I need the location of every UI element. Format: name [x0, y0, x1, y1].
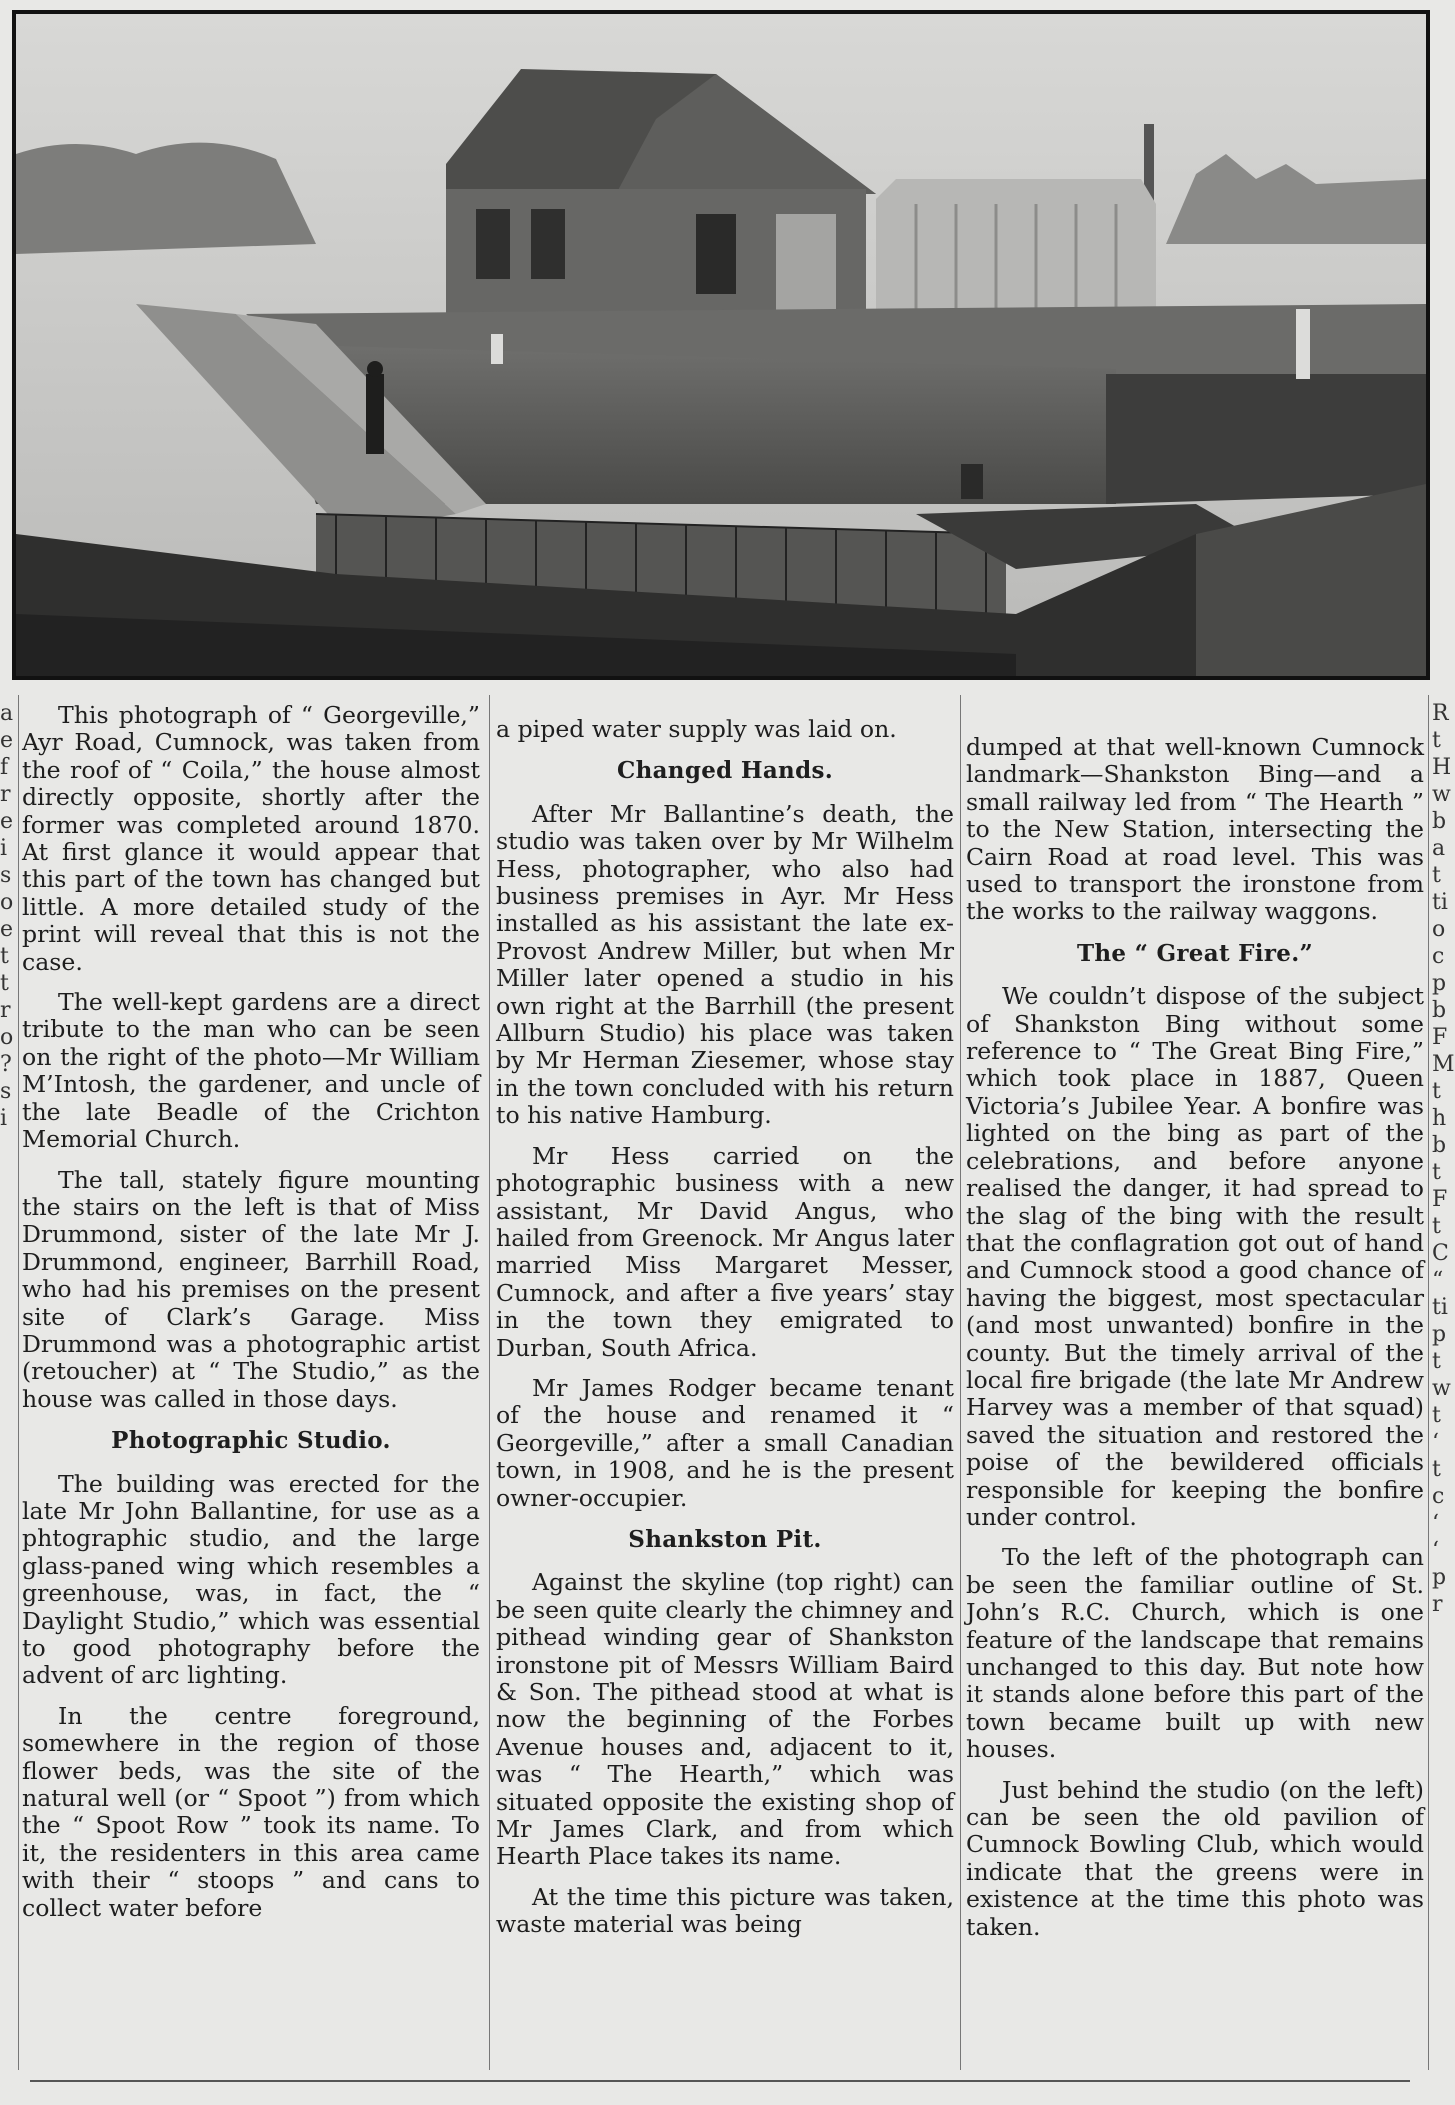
article-column-2: [496, 716, 954, 1952]
paragraph: To the left of the photograph can be seen the familiar outline of St. John’s R.C. Church, which is one feature of the landscape that remains unchanged to this day. But note how it stands alone before this part of the town became built up with new houses.: [966, 1543, 1424, 1764]
article-column-3: [966, 734, 1424, 1954]
margin-fragment: f: [0, 755, 9, 780]
margin-fragment: b: [1432, 1133, 1447, 1158]
margin-fragment: b: [1432, 809, 1447, 834]
margin-fragment: “: [1432, 1268, 1444, 1293]
margin-fragment: F: [1432, 1187, 1448, 1212]
left-margin-fragments: [0, 700, 14, 1132]
margin-fragment: t: [1432, 1079, 1441, 1104]
column-rule: [18, 695, 19, 2070]
margin-fragment: e: [0, 728, 14, 753]
margin-fragment: w: [1432, 782, 1451, 807]
paragraph: At the time this picture was taken, waste material was being: [496, 1882, 954, 1939]
column-rule: [1428, 695, 1429, 2070]
paragraph: This photograph of “ Georgeville,” Ayr Road, Cumnock, was taken from the roof of “ Coila,” the house almost directly opposite, shortly after the former was completed around 1870. At first glance it would appear that this part of the town has changed but little. A more detailed study of the print will reveal that this is not the case.: [22, 701, 480, 976]
margin-fragment: s: [0, 863, 12, 888]
right-margin-fragments: [1432, 700, 1455, 1618]
margin-fragment: ‘: [1432, 1538, 1439, 1563]
paragraph: Just behind the studio (on the left) can be seen the old pavilion of Cumnock Bowling Club, which would indicate that the greens were in existence at the time this photo was taken.: [966, 1775, 1424, 1941]
margin-fragment: p: [1432, 1565, 1447, 1590]
margin-fragment: e: [0, 809, 14, 834]
paragraph: After Mr Ballantine’s death, the studio was taken over by Mr Wilhelm Hess, photographer, who also had business premises in Ayr. Mr Hess installed as his assistant the late ex-Provost Andrew Miller, but when Mr Miller later opened a studio in his own right at the Barrhill (the present Allburn Studio) his place was taken by Mr Herman Ziesemer, whose stay in the town concluded with his return to his native Hamburg.: [496, 799, 954, 1130]
margin-fragment: a: [0, 701, 14, 726]
georgeville-photograph: [12, 10, 1430, 680]
margin-fragment: c: [1432, 944, 1445, 969]
margin-fragment: t: [0, 944, 9, 969]
margin-fragment: r: [1432, 1592, 1443, 1617]
margin-fragment: M: [1432, 1052, 1455, 1077]
paragraph: The building was erected for the late Mr John Ballantine, for use as a phtographic studio, and the large glass-paned wing which resembles a greenhouse, was, in fact, the “ Daylight Studio,” which was essential to good photography before the advent of arc lighting.: [22, 1469, 480, 1690]
paragraph: The tall, stately figure mounting the stairs on the left is that of Miss Drummond, sister of the late Mr J. Drummond, engineer, Barrhill Road, who had his premises on the present site of Clark’s Garage. Miss Drummond was a photographic artist (retoucher) at “ The Studio,” as the house was called in those days.: [22, 1165, 480, 1413]
margin-fragment: t: [1432, 1403, 1441, 1428]
margin-fragment: s: [0, 1079, 12, 1104]
margin-fragment: ?: [0, 1052, 12, 1077]
paragraph: The well-kept gardens are a direct tribute to the man who can be seen on the right of the photo—Mr William M’Intosh, the gardener, and uncle of the late Beadle of the Crichton Memorial Church.: [22, 988, 480, 1154]
margin-fragment: i: [0, 836, 8, 861]
margin-fragment: t: [1432, 863, 1441, 888]
paragraph: dumped at that well-known Cumnock landmark—Shankston Bing—and a small railway led from “ The Hearth ” to the New Station, intersecting the Cairn Road at road level. This was used to transport the ironstone from the works to the railway waggons.: [966, 733, 1424, 926]
subheading-shankston-pit: Shankston Pit.: [628, 1525, 822, 1553]
margin-fragment: b: [1432, 998, 1447, 1023]
margin-fragment: t: [1432, 1349, 1441, 1374]
margin-fragment: t: [1432, 1214, 1441, 1239]
figure-on-stairs: [366, 374, 384, 454]
margin-fragment: o: [0, 1025, 14, 1050]
margin-fragment: i: [0, 1106, 8, 1131]
margin-fragment: p: [1432, 1322, 1447, 1347]
margin-fragment: ti: [1432, 890, 1448, 915]
margin-fragment: c: [1432, 1484, 1445, 1509]
glasshouse-wing: [876, 179, 1156, 314]
subheading-great-fire: The “ Great Fire.”: [1076, 939, 1314, 967]
paragraph: Mr James Rodger became tenant of the house and renamed it “ Georgeville,” after a small Canadian town, in 1908, and he is the present owner-occupier.: [496, 1373, 954, 1512]
margin-fragment: ti: [1432, 1295, 1448, 1320]
paragraph: In the centre foreground, somewhere in the region of those flower beds, was the site of the natural well (or “ Spoot ”) from which the “ Spoot Row ” took its name. To it, the residenters in this area came with their “ stoops ” and cans to collect water before: [22, 1701, 480, 1922]
subheading-changed-hands: Changed Hands.: [616, 757, 834, 785]
margin-fragment: F: [1432, 1025, 1448, 1050]
column-rule: [960, 695, 961, 2070]
bottom-rule: [30, 2080, 1410, 2082]
margin-fragment: h: [1432, 1106, 1447, 1131]
paragraph: a piped water supply was laid on.: [496, 715, 897, 743]
margin-fragment: o: [0, 890, 14, 915]
margin-fragment: ‘: [1432, 1511, 1439, 1536]
margin-fragment: r: [0, 782, 11, 807]
margin-fragment: p: [1432, 971, 1447, 996]
article-column-1: [22, 702, 480, 1935]
margin-fragment: R: [1432, 701, 1449, 726]
margin-fragment: t: [1432, 1457, 1441, 1482]
margin-fragment: t: [0, 971, 9, 996]
photograph-illustration: [16, 14, 1426, 676]
margin-fragment: w: [1432, 1376, 1451, 1401]
subheading-photographic-studio: Photographic Studio.: [111, 1427, 391, 1455]
gardener-figure: [961, 464, 983, 499]
margin-fragment: C: [1432, 1241, 1449, 1266]
margin-fragment: t: [1432, 728, 1441, 753]
margin-fragment: ‘: [1432, 1430, 1439, 1455]
column-rule: [489, 695, 490, 2070]
paragraph: Mr Hess carried on the photographic business with a new assistant, Mr David Angus, who hailed from Greenock. Mr Angus later married Miss Margaret Messer, Cumnock, and after a five years’ stay in the town they emigrated to Durban, South Africa.: [496, 1141, 954, 1362]
margin-fragment: o: [1432, 917, 1446, 942]
paragraph: We couldn’t dispose of the subject of Shankston Bing without some reference to “ The Great Bing Fire,” which took place in 1887, Queen Victoria’s Jubilee Year. A bonfire was lighted on the bing as part of the celebrations, and before anyone realised the danger, it had spread to the slag of the bing with the result that the conflagration got out of hand and Cumnock stood a good chance of having the biggest, most spectacular (and most unwanted) bonfire in the county. But the timely arrival of the local fire brigade (the late Mr Andrew Harvey was a member of that squad) saved the situation and restored the poise of the bewildered officials responsible for keeping the bonfire under control.: [966, 982, 1424, 1531]
paragraph: Against the skyline (top right) can be seen quite clearly the chimney and pithead winding gear of Shankston ironstone pit of Messrs William Baird & Son. The pithead stood at what is now the beginning of the Forbes Avenue houses and, adjacent to it, was “ The Hearth,” which was situated opposite the existing shop of Mr James Clark, and from which Hearth Place takes its name.: [496, 1568, 954, 1871]
margin-fragment: t: [1432, 1160, 1441, 1185]
margin-fragment: H: [1432, 755, 1452, 780]
margin-fragment: r: [0, 998, 11, 1023]
margin-fragment: a: [1432, 836, 1446, 861]
margin-fragment: e: [0, 917, 14, 942]
